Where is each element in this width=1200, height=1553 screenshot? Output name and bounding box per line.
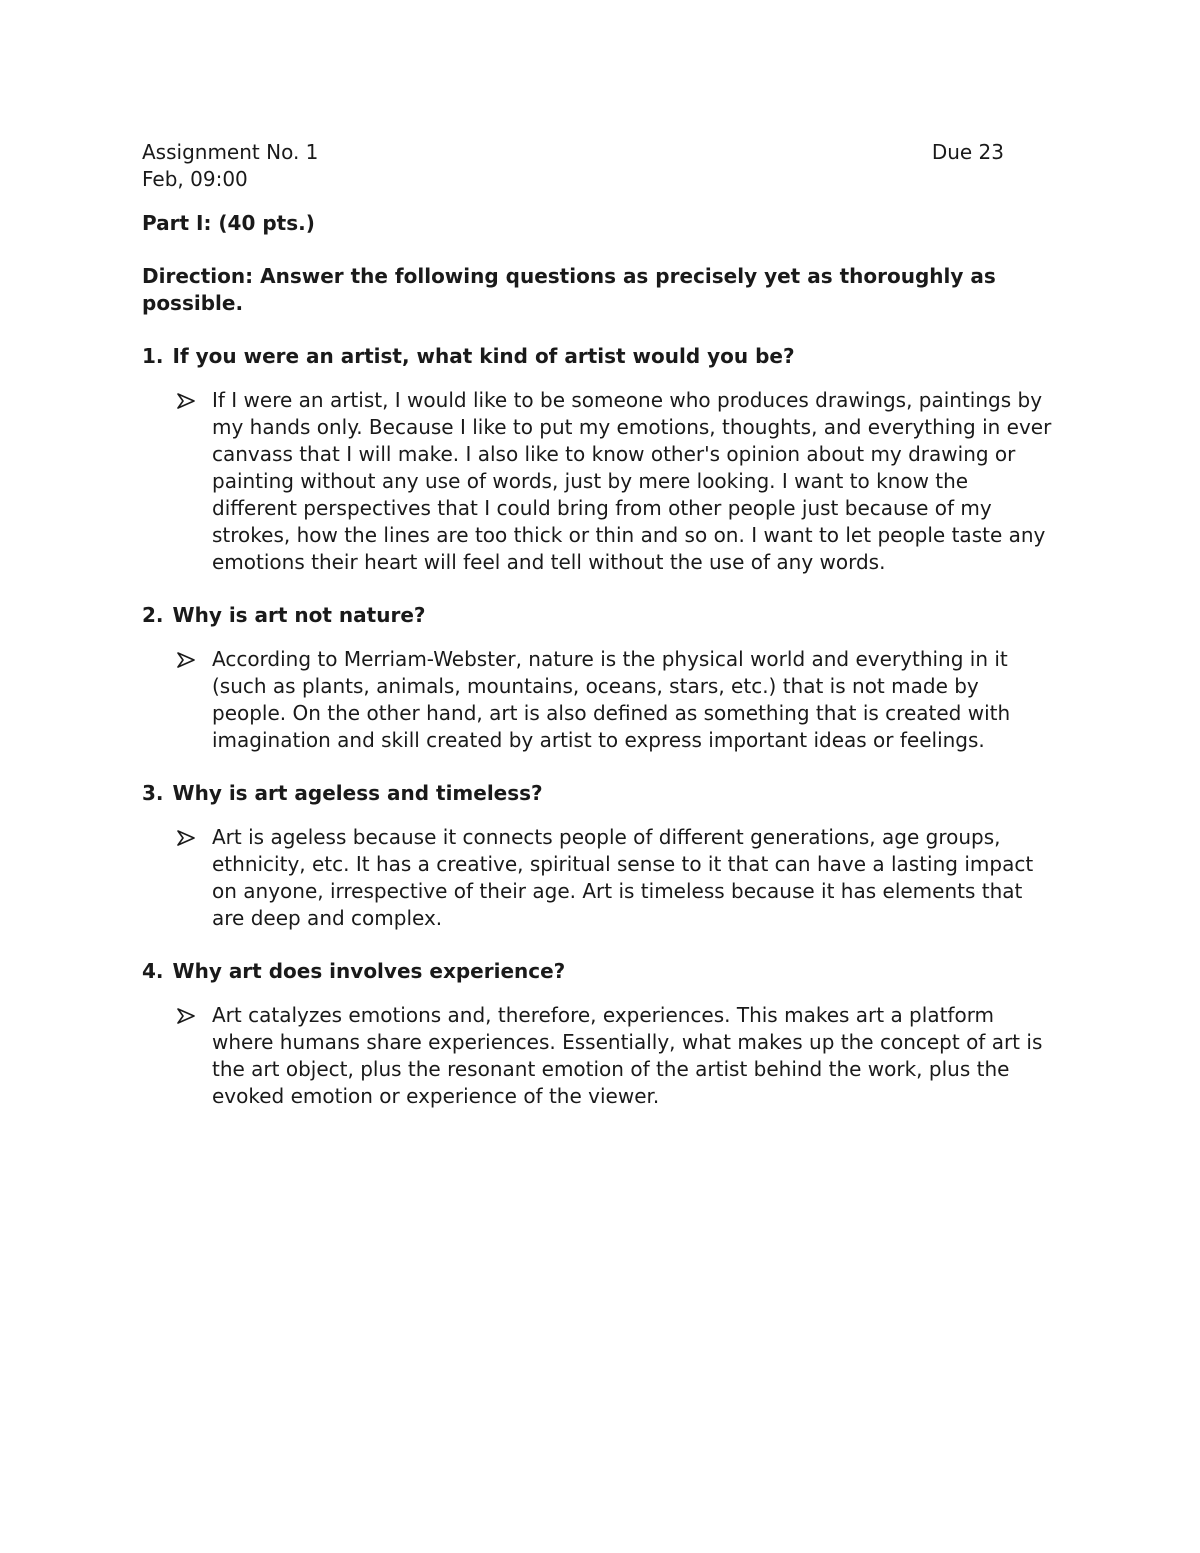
due-date: Due 23 <box>931 140 1004 164</box>
question-2 <box>142 602 1062 629</box>
answer-text: Art catalyzes emotions and, therefore, experiences. This makes art a platform where humans share experiences. Essentially, what makes up the concept of art is the art object, plus the resonant emotion of the artist behind the work, plus the evoked emotion or experience of the viewer. <box>212 1003 1043 1108</box>
question-1 <box>142 343 1062 370</box>
arrowhead-bullet-icon <box>176 646 198 673</box>
part-title: Part I: (40 pts.) <box>142 211 315 235</box>
question-text: Why is art ageless and timeless? <box>172 781 543 805</box>
assignment-header <box>142 139 1004 166</box>
answer-1 <box>142 387 1057 576</box>
question-number: 4. <box>142 959 164 983</box>
question-text: Why is art not nature? <box>172 603 426 627</box>
question-number: 2. <box>142 603 164 627</box>
question-number: 3. <box>142 781 164 805</box>
arrowhead-bullet-icon <box>176 824 198 851</box>
question-text: Why art does involves experience? <box>172 959 566 983</box>
assignment-title: Assignment No. 1 <box>142 140 319 164</box>
answer-3 <box>142 824 1057 932</box>
due-date-continuation: Feb, 09:00 <box>142 167 248 191</box>
question-text: If you were an artist, what kind of artist would you be? <box>172 344 795 368</box>
answer-2 <box>142 646 1057 754</box>
question-3 <box>142 780 1062 807</box>
question-number: 1. <box>142 344 164 368</box>
answer-text: According to Merriam-Webster, nature is the physical world and everything in it (such as plants, animals, mountains, oceans, stars, etc.) that is not made by people. On the other hand, art is also defined as something that is created with imagination and skill created by artist to express important ideas or feelings. <box>212 647 1011 752</box>
document-content <box>142 139 1062 1110</box>
direction-text: Direction: Answer the following questions as precisely yet as thoroughly as possible. <box>142 264 996 315</box>
question-4 <box>142 958 1062 985</box>
answer-4 <box>142 1002 1057 1110</box>
arrowhead-bullet-icon <box>176 387 198 414</box>
answer-text: Art is ageless because it connects people of different generations, age groups, ethnicity, etc. It has a creative, spiritual sense to it that can have a lasting impact on anyone, irrespective of their age. Art is timeless because it has elements that are deep and complex. <box>212 825 1034 930</box>
arrowhead-bullet-icon <box>176 1002 198 1029</box>
answer-text: If I were an artist, I would like to be someone who produces drawings, paintings by my hands only. Because I like to put my emotions, thoughts, and everything in ever canvass that I will make. I also like to know other's opinion about my drawing or painting without any use of words, just by mere looking. I want to know the different perspectives that I could bring from other people just because of my strokes, how the lines are too thick or thin and so on. I want to let people taste any emotions their heart will feel and tell without the use of any words. <box>212 388 1052 574</box>
